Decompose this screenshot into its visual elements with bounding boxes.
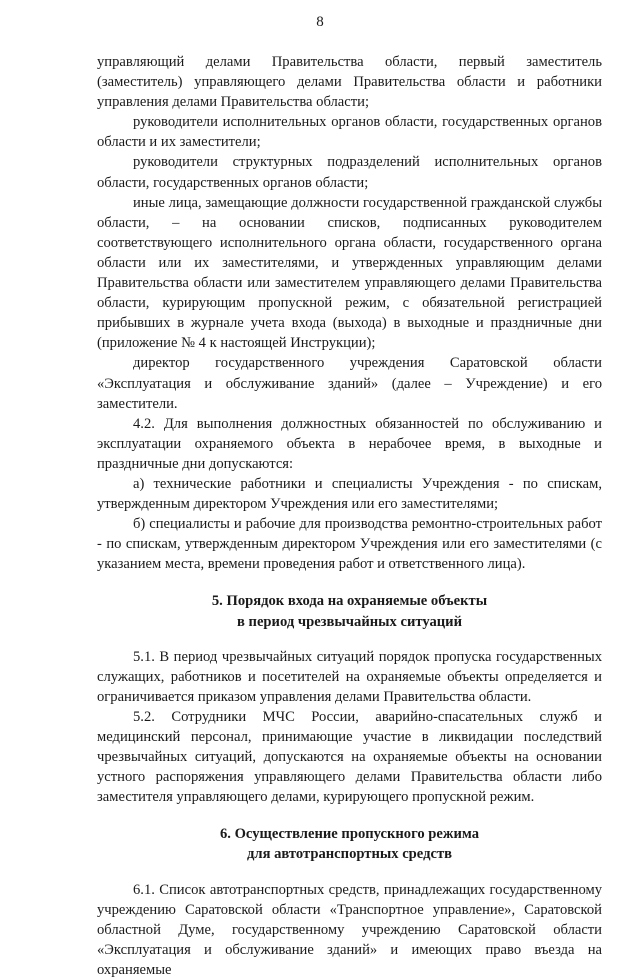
- section-5-heading: [97, 591, 602, 631]
- paragraph: руководители структурных подразделений исполнительных органов области, государственных органов области;: [97, 154, 602, 191]
- section-6-heading: [97, 824, 602, 864]
- heading-line: для автотранспортных средств: [247, 846, 452, 863]
- document-body: [97, 52, 602, 980]
- paragraph: 6.1. Список автотранспортных средств, принадлежащих государственному учреждению Саратовской области «Транспортное управление», Саратовской областной Думе, государственному учреждению Саратовской области «Эксплуатация и обслуживание зданий» и имеющих право въезда на охраняемые: [97, 881, 602, 978]
- section-6: [97, 824, 602, 980]
- paragraph: директор государственного учреждения Саратовской области «Эксплуатация и обслуживание зданий» (далее – Учреждение) и его заместители.: [97, 355, 602, 412]
- paragraph: управляющий делами Правительства области, первый заместитель (заместитель) управляющего делами Правительства области и работники управления делами Правительства области;: [97, 54, 602, 111]
- paragraph: руководители исполнительных органов области, государственных органов области и их заместители;: [97, 114, 602, 151]
- heading-line: 6. Осуществление пропускного режима: [219, 826, 480, 843]
- section-5: [97, 591, 602, 807]
- heading-line: в период чрезвычайных ситуаций: [237, 613, 462, 630]
- section-4-continuation: [97, 52, 602, 574]
- heading-line: 5. Порядок входа на охраняемые объекты: [211, 593, 488, 610]
- page-number: 8: [316, 14, 324, 30]
- paragraph: а) технические работники и специалисты Учреждения - по спискам, утвержденным директором Учреждения или его заместителями;: [97, 475, 602, 513]
- paragraph: 5.2. Сотрудники МЧС России, аварийно-спасательных служб и медицинский персонал, принимающие участие в ликвидации последствий чрезвычайных ситуаций, допускаются на охраняемые объекты на основании устного распоряжения управляющего делами Правительства области либо заместителя управляющего делами, курирующего пропускной режим.: [97, 708, 602, 806]
- paragraph: 4.2. Для выполнения должностных обязанностей по обслуживанию и эксплуатации охраняемого объекта в нерабочее время, в выходные и праздничные дни допускаются:: [97, 415, 602, 472]
- paragraph: 5.1. В период чрезвычайных ситуаций порядок пропуска государственных служащих, работников и посетителей на охраняемые объекты определяется и ограничивается приказом управления делами Правительства области.: [97, 648, 602, 705]
- paragraph: б) специалисты и рабочие для производства ремонтно-строительных работ - по спискам, утвержденным директором Учреждения или его заместителями (с указанием места, времени проведения работ и ответственного лица).: [97, 516, 602, 573]
- paragraph: иные лица, замещающие должности государственной гражданской службы области, – на основании списков, подписанных руководителем соответствующего исполнительного органа области, государственного органа области или их заместителями, и утвержденных управляющим делами Правительства области или заместителем управляющего делами Правительства области, курирующим пропускной режим, с обязательной регистрацией прибывших в журнале учета входа (выхода) в выходные и праздничные дни (приложение № 4 к настоящей Инструкции);: [97, 194, 602, 352]
